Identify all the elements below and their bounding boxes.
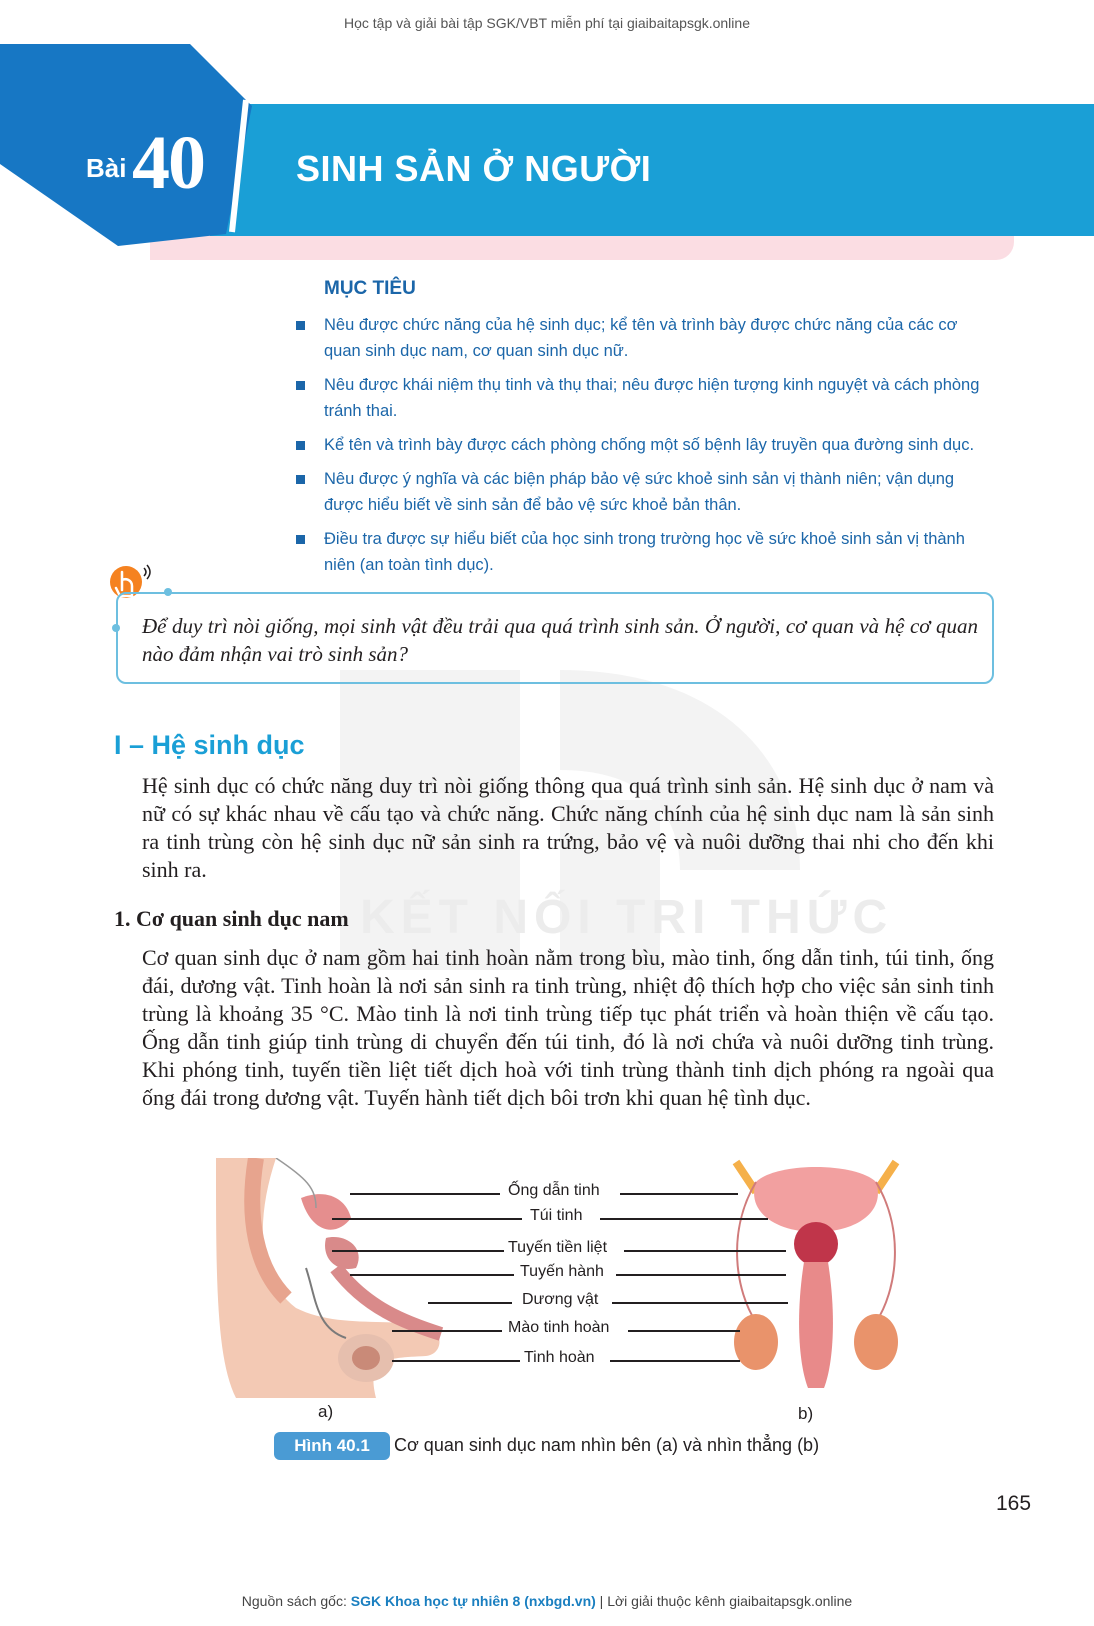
top-note: Học tập và giải bài tập SGK/VBT miễn phí tại giaibaitapsgk.online — [344, 15, 750, 31]
label-tui-tinh: Túi tinh — [530, 1207, 583, 1224]
leader-line — [332, 1250, 504, 1252]
watermark-text: KẾT NỐI TRI THỨC — [360, 891, 894, 944]
leader-line — [600, 1218, 768, 1220]
leader-line — [350, 1193, 500, 1195]
opening-question: Để duy trì nòi giống, mọi sinh vật đều trải qua quá trình sinh sản. Ở người, cơ quan và hệ cơ quan nào đảm nhận vai trò sinh sản? — [142, 614, 978, 666]
leader-line — [350, 1274, 514, 1276]
leader-line — [628, 1330, 740, 1332]
section-title: I – Hệ sinh dục — [114, 730, 305, 760]
leader-line — [392, 1330, 502, 1332]
objective-item: Điều tra được sự hiểu biết của học sinh trong trường học về sức khoẻ sinh sản vị thành niên (an toàn tình dục). — [296, 526, 996, 578]
lesson-title: SINH SẢN Ở NGƯỜI — [296, 148, 652, 189]
footer: Nguồn sách gốc: SGK Khoa học tự nhiên 8 (nxbgd.vn) | Lời giải thuộc kênh giaibaitapsgk.online — [241, 1593, 853, 1609]
leader-line — [612, 1302, 788, 1304]
objective-item: Nêu được chức năng của hệ sinh dục; kể tên và trình bày được chức năng của các cơ quan sinh dục nam, cơ quan sinh dục nữ. — [296, 312, 996, 364]
objective-item: Nêu được ý nghĩa và các biện pháp bảo vệ sức khoẻ sinh sản vị thành niên; vận dụng được hiểu biết về sinh sản để bảo vệ sức khoẻ bản thân. — [296, 466, 996, 518]
objective-item: Nêu được khái niệm thụ tinh và thụ thai; nêu được hiện tượng kinh nguyệt và cách phòng tránh thai. — [296, 372, 996, 424]
square-bullet-icon — [296, 441, 305, 450]
figure-caption-text: Cơ quan sinh dục nam nhìn bên (a) và nhìn thẳng (b) — [394, 1435, 820, 1455]
lesson-label: Bài — [86, 153, 127, 183]
leader-line — [620, 1193, 738, 1195]
leader-line — [392, 1360, 520, 1362]
square-bullet-icon — [296, 535, 305, 544]
subsection-title: 1. Cơ quan sinh dục nam — [114, 906, 349, 931]
lesson-number: 40 — [132, 121, 204, 205]
square-bullet-icon — [296, 381, 305, 390]
label-ong-dan-tinh: Ống dẫn tinh — [508, 1182, 600, 1199]
leader-line — [616, 1274, 786, 1276]
label-duong-vat: Dương vật — [522, 1291, 599, 1308]
question-box-dot — [112, 624, 120, 632]
subsection-body: Cơ quan sinh dục ở nam gồm hai tinh hoàn nằm trong bìu, mào tinh, ống dẫn tinh, túi tinh, ống đái, dương vật. Tinh hoàn là nơi sản sinh ra tinh trùng, nhiệt độ thích hợp cho việc sản sinh tinh trùng là khoảng 35 °C. Mào tinh là nơi tinh trùng tiếp tục phát triển và hoàn thiện về cấu tạo. Ống dẫn tinh giúp tinh trùng di chuyển đến túi tinh, đó là nơi chứa và nuôi dưỡng tinh trùng. Khi phóng tinh, tuyến tiền liệt tiết dịch hoà với tinh trùng thành tinh dịch phóng ra ngoài qua ống đái trong dương vật. Tuyến hành tiết dịch bôi trơn khi quan hệ tình dục. — [142, 945, 994, 1110]
leader-line — [610, 1360, 740, 1362]
label-tuyen-hanh: Tuyến hành — [520, 1263, 604, 1280]
objectives-title: MỤC TIÊU — [324, 278, 416, 299]
label-tuyen-tien-liet: Tuyến tiền liệt — [508, 1239, 608, 1256]
objective-item: Kể tên và trình bày được cách phòng chống một số bệnh lây truyền qua đường sinh dục. — [296, 432, 996, 458]
header-accent-strip — [150, 232, 1014, 260]
leader-line — [428, 1302, 512, 1304]
label-tinh-hoan: Tinh hoàn — [524, 1349, 595, 1366]
section-intro: Hệ sinh dục có chức năng duy trì nòi giống thông qua quá trình sinh sản. Hệ sinh dục ở nam và nữ có sự khác nhau về cấu tạo và chức năng. Chức năng chính của hệ sinh dục nam là sản sinh ra tinh trùng còn hệ sinh dục nữ sản sinh ra trứng, bảo vệ và nuôi dưỡng thai nhi cho đến khi sinh ra. — [142, 773, 994, 882]
figure-sub-label-a: a) — [318, 1402, 334, 1421]
square-bullet-icon — [296, 321, 305, 330]
leader-line — [332, 1218, 522, 1220]
leader-line — [624, 1250, 786, 1252]
objectives-list — [296, 312, 996, 586]
question-box-dot — [164, 588, 172, 596]
page-number: 165 — [996, 1492, 1032, 1515]
figure-caption-badge: Hình 40.1 — [274, 1432, 390, 1460]
figure-sub-label-b: b) — [798, 1404, 814, 1423]
square-bullet-icon — [296, 475, 305, 484]
footer-source-link[interactable]: SGK Khoa học tự nhiên 8 (nxbgd.vn) — [350, 1593, 596, 1609]
label-mao-tinh-hoan: Mào tinh hoàn — [508, 1319, 610, 1336]
